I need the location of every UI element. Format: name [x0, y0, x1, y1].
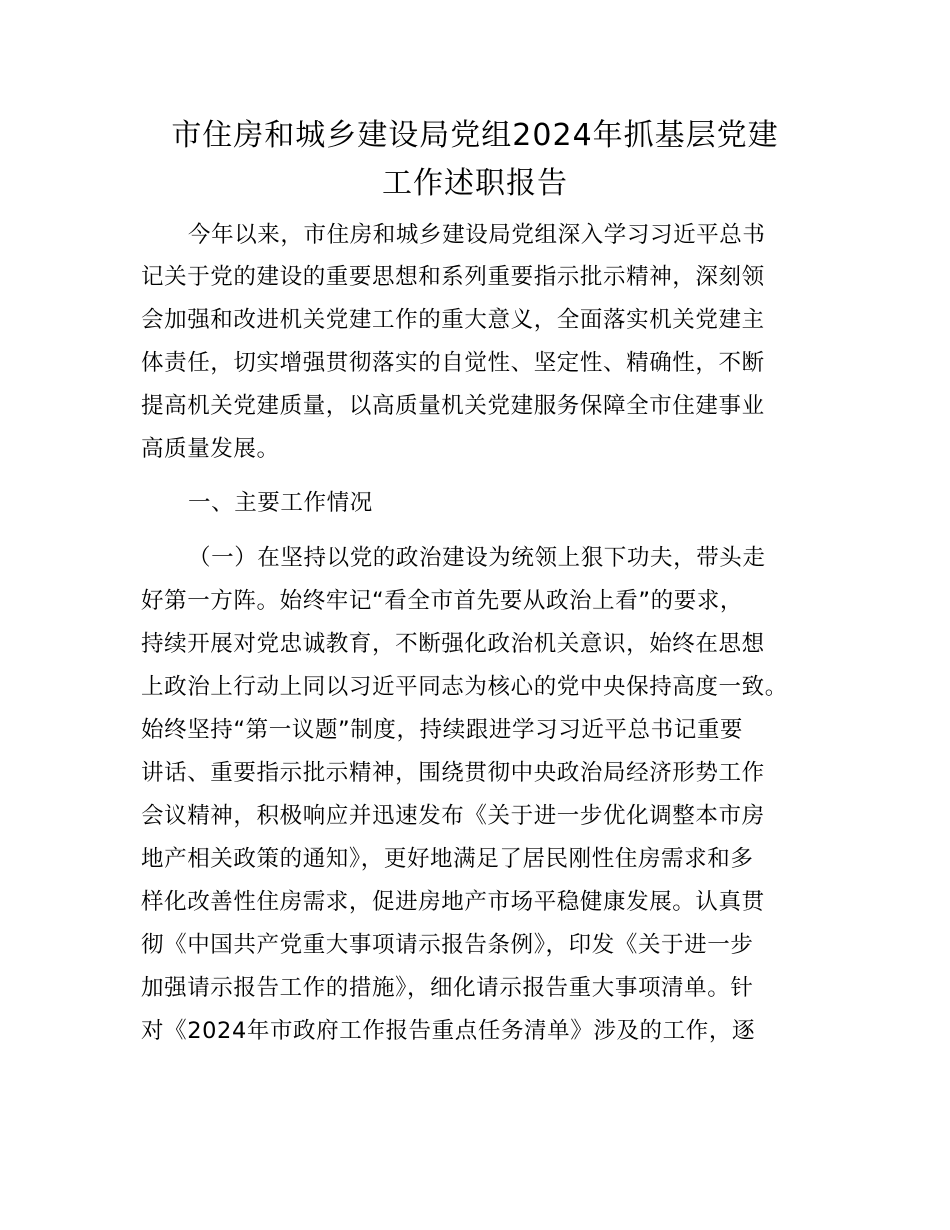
paragraph-2-line: 好第一方阵。始终牢记“看全市首先要从政治上看”的要求， [141, 588, 744, 614]
paragraph-2-line: 持续开展对党忠诚教育，不断强化政治机关意识，始终在思想 [141, 631, 765, 657]
paragraph-2-line: 彻《中国共产党重大事项请示报告条例》，印发《关于进一步 [141, 932, 754, 958]
paragraph-1-line: 记关于党的建设的重要思想和系列重要指示批示精神，深刻领 [141, 264, 765, 290]
title-line-1: 市住房和城乡建设局党组2024年抓基层党建 [171, 118, 779, 153]
title-line-2: 工作述职报告 [382, 166, 568, 201]
paragraph-2-line: （一）在坚持以党的政治建设为统领上狠下功夫，带头走 [188, 545, 766, 571]
section-heading: 一、主要工作情况 [188, 490, 373, 516]
paragraph-1-line: 提高机关党建质量，以高质量机关党建服务保障全市住建事业 [141, 393, 765, 419]
paragraph-2-line: 上政治上行动上同以习近平同志为核心的党中央保持高度一致。 [141, 674, 788, 700]
document-title [140, 112, 810, 208]
paragraph-1-line: 高质量发展。 [141, 436, 280, 462]
paragraph-2-line: 样化改善性住房需求，促进房地产市场平稳健康发展。认真贯 [141, 889, 765, 915]
paragraph-2-line: 地产相关政策的通知》，更好地满足了居民刚性住房需求和多 [141, 846, 754, 872]
paragraph-2-line: 对《2024年市政府工作报告重点任务清单》涉及的工作，逐 [141, 1018, 756, 1044]
paragraph-2-line: 会议精神，积极响应并迅速发布《关于进一步优化调整本市房 [141, 803, 765, 829]
paragraph-1-line: 体责任，切实增强贯彻落实的自觉性、坚定性、精确性，不断 [141, 350, 765, 376]
paragraph-2-line: 加强请示报告工作的措施》，细化请示报告重大事项清单。针 [141, 975, 754, 1001]
paragraph-1-line: 会加强和改进机关党建工作的重大意义，全面落实机关党建主 [141, 307, 765, 333]
paragraph-1-line: 今年以来，市住房和城乡建设局党组深入学习习近平总书 [188, 222, 766, 248]
paragraph-2-line: 始终坚持“第一议题”制度，持续跟进学习习近平总书记重要 [141, 717, 744, 743]
paragraph-2-line: 讲话、重要指示批示精神，围绕贯彻中央政治局经济形势工作 [141, 760, 765, 786]
